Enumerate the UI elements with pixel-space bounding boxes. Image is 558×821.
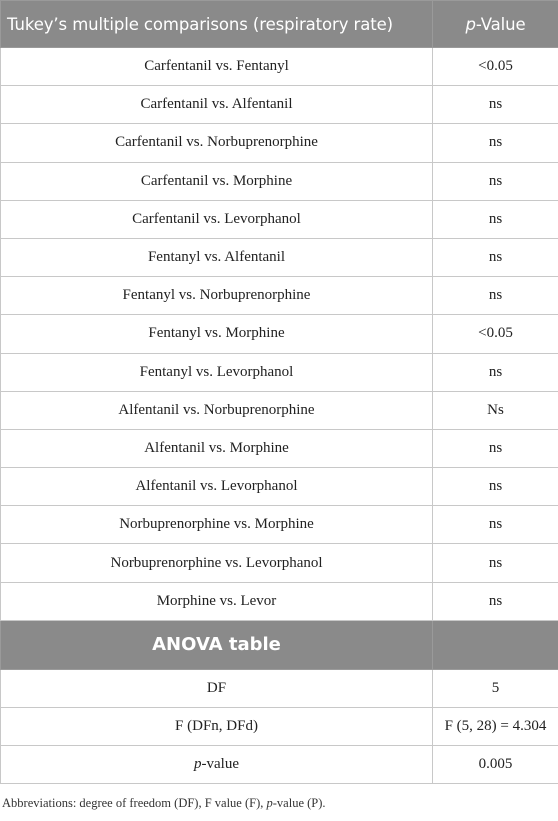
anova-label: F (DFn, DFd) <box>1 708 433 746</box>
anova-value: 5 <box>433 669 558 707</box>
comparison-cell: Norbuprenorphine vs. Levorphanol <box>1 544 433 582</box>
comparison-cell: Fentanyl vs. Levorphanol <box>1 353 433 391</box>
header-p-value: p-Value <box>433 1 558 48</box>
p-value-cell: ns <box>433 86 558 124</box>
table-row <box>1 162 558 200</box>
table-row <box>1 48 558 86</box>
comparison-cell: Fentanyl vs. Morphine <box>1 315 433 353</box>
p-value-cell: ns <box>433 582 558 620</box>
anova-label: p-value <box>1 746 433 784</box>
table-row <box>1 506 558 544</box>
table-row <box>1 544 558 582</box>
p-value-cell: ns <box>433 429 558 467</box>
anova-header-blank <box>433 620 558 669</box>
p-value-cell: <0.05 <box>433 315 558 353</box>
table-row <box>1 353 558 391</box>
comparison-cell: Carfentanil vs. Levorphanol <box>1 200 433 238</box>
comparison-cell: Carfentanil vs. Fentanyl <box>1 48 433 86</box>
comparison-cell: Alfentanil vs. Levorphanol <box>1 468 433 506</box>
p-value-cell: ns <box>433 353 558 391</box>
anova-section-header <box>1 620 558 669</box>
comparison-cell: Carfentanil vs. Morphine <box>1 162 433 200</box>
p-value-cell: ns <box>433 506 558 544</box>
p-value-cell: ns <box>433 124 558 162</box>
comparison-cell: Fentanyl vs. Norbuprenorphine <box>1 277 433 315</box>
anova-value: 0.005 <box>433 746 558 784</box>
comparison-cell: Carfentanil vs. Alfentanil <box>1 86 433 124</box>
p-value-cell: ns <box>433 200 558 238</box>
p-value-cell: ns <box>433 162 558 200</box>
table-row <box>1 429 558 467</box>
anova-value: F (5, 28) = 4.304 <box>433 708 558 746</box>
table-row <box>1 582 558 620</box>
comparison-cell: Carfentanil vs. Norbuprenorphine <box>1 124 433 162</box>
comparison-cell: Norbuprenorphine vs. Morphine <box>1 506 433 544</box>
table-header-row <box>1 1 558 48</box>
table-row <box>1 124 558 162</box>
anova-row <box>1 746 558 784</box>
p-value-cell: Ns <box>433 391 558 429</box>
anova-row <box>1 669 558 707</box>
table-row <box>1 468 558 506</box>
p-value-cell: ns <box>433 238 558 276</box>
anova-label: DF <box>1 669 433 707</box>
p-value-cell: <0.05 <box>433 48 558 86</box>
p-value-cell: ns <box>433 468 558 506</box>
comparison-cell: Fentanyl vs. Alfentanil <box>1 238 433 276</box>
header-comparisons: Tukey’s multiple comparisons (respiratory rate) <box>1 1 433 48</box>
comparison-cell: Morphine vs. Levor <box>1 582 433 620</box>
comparison-cell: Alfentanil vs. Morphine <box>1 429 433 467</box>
p-value-cell: ns <box>433 544 558 582</box>
table-row <box>1 391 558 429</box>
anova-title: ANOVA table <box>1 620 433 669</box>
table-row <box>1 315 558 353</box>
anova-row <box>1 708 558 746</box>
table-row <box>1 277 558 315</box>
footnote: Abbreviations: degree of freedom (DF), F value (F), p-value (P). <box>2 796 326 810</box>
table-row <box>1 200 558 238</box>
table-row <box>1 238 558 276</box>
comparison-cell: Alfentanil vs. Norbuprenorphine <box>1 391 433 429</box>
table-row <box>1 86 558 124</box>
p-value-cell: ns <box>433 277 558 315</box>
